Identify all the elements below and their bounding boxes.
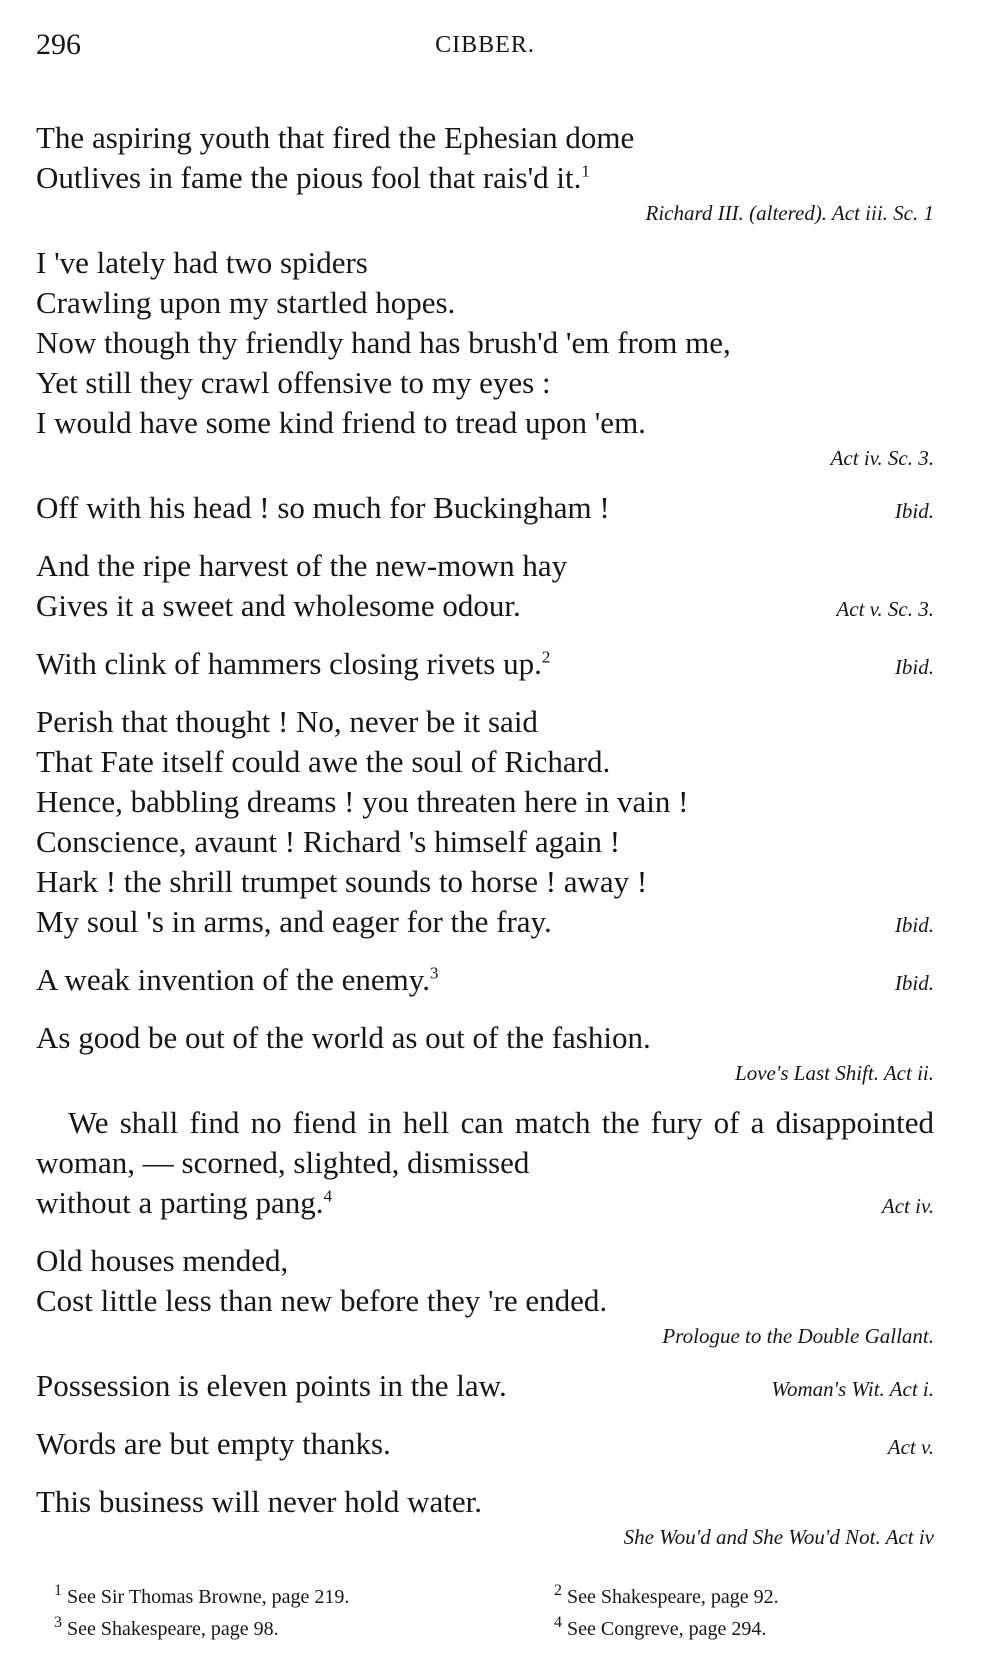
quote-last-line	[36, 1366, 934, 1409]
quote-line: Perish that thought ! No, never be it said	[36, 704, 538, 739]
quote-line: Now though thy friendly hand has brush'd 'em from me,	[36, 325, 731, 360]
footnote-ref: 2	[541, 647, 551, 667]
citation: Woman's Wit. Act i.	[771, 1377, 934, 1401]
quote-line-text	[36, 586, 521, 626]
quote-line: Yet still they crawl offensive to my eyes :	[36, 365, 551, 400]
quote-line: Old houses mended,	[36, 1243, 289, 1278]
quote-block	[36, 488, 934, 531]
quote-block	[36, 1482, 934, 1552]
quote-line: Hark ! the shrill trumpet sounds to horse ! away !	[36, 864, 648, 899]
quote-last-line	[36, 586, 934, 629]
quote-line: Hence, babbling dreams ! you threaten here in vain !	[36, 784, 689, 819]
citation: Act v. Sc. 3.	[836, 597, 934, 621]
footnote-text: See Sir Thomas Browne, page 219.	[67, 1586, 350, 1608]
quote-line-text	[36, 902, 552, 942]
quote-line: Off with his head ! so much for Buckingham !	[36, 490, 610, 525]
quote-prose: We shall find no fiend in hell can match the fury of a disappointed woman, — scorned, slighted, dismissed	[36, 1105, 934, 1180]
footnote-ref: 4	[323, 1186, 333, 1206]
quote-line: Possession is eleven points in the law.	[36, 1368, 507, 1403]
quotations	[36, 118, 934, 1552]
quote-line: And the ripe harvest of the new-mown hay	[36, 548, 568, 583]
quote-last-line	[36, 644, 934, 687]
quote-last-line	[36, 960, 934, 1003]
quote-line: As good be out of the world as out of the fashion.	[36, 1020, 651, 1055]
footnote	[54, 1582, 554, 1612]
citation: She Wou'd and She Wou'd Not. Act iv	[623, 1525, 934, 1549]
quote-line-text	[36, 1424, 391, 1464]
page-number: 296	[36, 28, 81, 61]
citation: Ibid.	[894, 913, 934, 937]
footnote-text: See Shakespeare, page 98.	[67, 1618, 279, 1640]
citation: Act v.	[887, 1435, 934, 1459]
footnote-mark: 3	[54, 1614, 62, 1632]
footnotes	[36, 1582, 934, 1644]
quote-line: I would have some kind friend to tread upon 'em.	[36, 405, 646, 440]
quote-block	[36, 1103, 934, 1226]
quote-last-line	[36, 488, 934, 531]
footnote	[554, 1614, 934, 1644]
footnote-text: See Shakespeare, page 92.	[567, 1586, 779, 1608]
page-header	[36, 28, 934, 76]
quote-block	[36, 118, 934, 228]
quote-line: Gives it a sweet and wholesome odour.	[36, 588, 521, 623]
citation: Love's Last Shift. Act ii.	[735, 1061, 934, 1085]
quote-block	[36, 1424, 934, 1467]
quote-line: My soul 's in arms, and eager for the fray.	[36, 904, 552, 939]
quote-block	[36, 1366, 934, 1409]
book-page	[36, 28, 934, 1644]
quote-line: The aspiring youth that fired the Ephesian dome	[36, 120, 635, 155]
quote-line: This business will never hold water.	[36, 1484, 482, 1519]
quote-line-text	[36, 1183, 332, 1223]
footnote	[554, 1582, 934, 1612]
footnote-ref: 1	[581, 161, 590, 181]
quote-block	[36, 546, 934, 629]
quote-line: I 've lately had two spiders	[36, 245, 368, 280]
quote-line-text	[36, 1366, 507, 1406]
quote-last-line	[36, 1424, 934, 1467]
quote-block	[36, 1241, 934, 1351]
quote-block	[36, 960, 934, 1003]
citation: Ibid.	[894, 971, 934, 995]
quote-line: With clink of hammers closing rivets up.	[36, 646, 542, 681]
quote-last-line	[36, 902, 934, 945]
citation: Act iv. Sc. 3.	[830, 446, 934, 470]
quote-line: Outlives in fame the pious fool that rais'd it.$^1$	[36, 160, 590, 195]
quote-line: Words are but empty thanks.	[36, 1426, 391, 1461]
footnote-ref: 3	[430, 963, 439, 983]
quote-line: That Fate itself could awe the soul of Richard.	[36, 744, 611, 779]
running-head: CIBBER.	[435, 32, 535, 58]
quote-block	[36, 644, 934, 687]
citation: Act iv.	[881, 1194, 934, 1218]
quote-block	[36, 702, 934, 945]
quote-line: without a parting pang.	[36, 1185, 324, 1220]
quote-line: Conscience, avaunt ! Richard 's himself again !	[36, 824, 621, 859]
quote-block	[36, 243, 934, 473]
quote-line: Crawling upon my startled hopes.	[36, 285, 456, 320]
quote-line-text	[36, 488, 610, 528]
citation: Ibid.	[894, 655, 934, 679]
quote-line-text	[36, 960, 439, 1000]
citation: Richard III. (altered). Act iii. Sc. 1	[645, 201, 934, 225]
citation: Ibid.	[894, 499, 934, 523]
quote-line-text	[36, 644, 550, 684]
quote-last-line	[36, 1183, 934, 1226]
footnote-text: See Congreve, page 294.	[567, 1618, 767, 1640]
footnote-mark: 1	[54, 1582, 62, 1600]
quote-block	[36, 1018, 934, 1088]
quote-line: Cost little less than new before they 're ended.	[36, 1283, 608, 1318]
citation: Prologue to the Double Gallant.	[662, 1324, 934, 1348]
footnote-mark: 2	[554, 1582, 562, 1600]
quote-line: A weak invention of the enemy.	[36, 962, 430, 997]
footnote	[54, 1614, 554, 1644]
footnote-mark: 4	[554, 1614, 562, 1632]
